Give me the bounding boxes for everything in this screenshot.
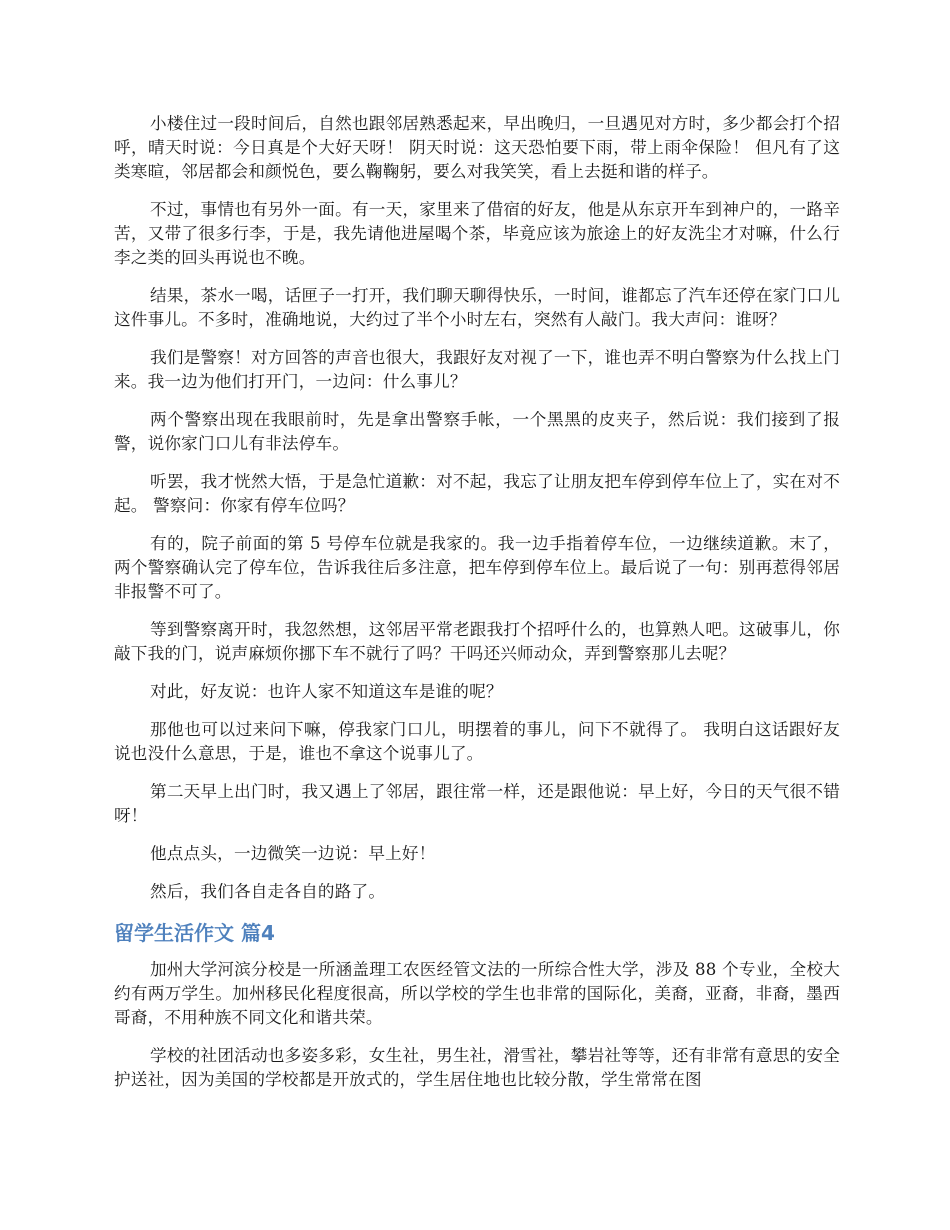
paragraph: 不过，事情也有另外一面。有一天，家里来了借宿的好友，他是从东京开车到神户的，一路辛苦，又带了很多行李，于是，我先请他进屋喝个茶，毕竟应该为旅途上的好友洗尘才对嘛，什么行李之类的回头再说也不晚。 bbox=[114, 200, 840, 267]
paragraph: 小楼住过一段时间后，自然也跟邻居熟悉起来，早出晚归，一旦遇见对方时，多少都会打个招呼，晴天时说：今日真是个大好天呀！ 阴天时说：这天恐怕要下雨，带上雨伞保险！ 但凡有了这类寒暄，邻居都会和颜悦色，要么鞠鞠躬，要么对我笑笑，看上去挺和谐的样子。 bbox=[114, 114, 840, 181]
paragraph: 对此，好友说：也许人家不知道这车是谁的呢？ bbox=[150, 682, 503, 701]
document-page bbox=[114, 112, 840, 1106]
section-heading: 留学生活作文 篇4 bbox=[114, 921, 275, 945]
paragraph: 两个警察出现在我眼前时，先是拿出警察手帐，一个黑黑的皮夹子，然后说：我们接到了报警，说你家门口儿有非法停车。 bbox=[114, 410, 840, 453]
paragraph: 学校的社团活动也多姿多彩，女生社，男生社，滑雪社，攀岩社等等，还有非常有意思的安全护送社，因为美国的学校都是开放式的，学生居住地也比较分散，学生常常在图 bbox=[114, 1046, 840, 1089]
paragraph: 等到警察离开时，我忽然想，这邻居平常老跟我打个招呼什么的，也算熟人吧。这破事儿，你敲下我的门，说声麻烦你挪下车不就行了吗？干吗还兴师动众，弄到警察那儿去呢？ bbox=[114, 620, 840, 663]
paragraph: 有的，院子前面的第 5 号停车位就是我家的。我一边手指着停车位，一边继续道歉。末了，两个警察确认完了停车位，告诉我往后多注意，把车停到停车位上。最后说了一句：别再惹得邻居非报警不可了。 bbox=[114, 534, 840, 601]
paragraph: 听罢，我才恍然大悟，于是急忙道歉：对不起，我忘了让朋友把车停到停车位上了，实在对不起。 警察问：你家有停车位吗？ bbox=[114, 472, 840, 515]
paragraph: 我们是警察！对方回答的声音也很大，我跟好友对视了一下，谁也弄不明白警察为什么找上门来。我一边为他们打开门，一边问：什么事儿？ bbox=[114, 348, 840, 391]
paragraph: 然后，我们各自走各自的路了。 bbox=[150, 882, 386, 901]
paragraph: 结果，茶水一喝，话匣子一打开，我们聊天聊得快乐，一时间，谁都忘了汽车还停在家门口儿这件事儿。不多时，准确地说，大约过了半个小时左右，突然有人敲门。我大声问：谁呀？ bbox=[114, 286, 840, 329]
paragraph: 他点点头，一边微笑一边说：早上好！ bbox=[150, 844, 436, 863]
paragraph: 加州大学河滨分校是一所涵盖理工农医经管文法的一所综合性大学，涉及 88 个专业，全校大约有两万学生。加州移民化程度很高，所以学校的学生也非常的国际化，美裔，亚裔，非裔，墨西哥裔，不用种族不同文化和谐共荣。 bbox=[114, 960, 840, 1027]
paragraph: 第二天早上出门时，我又遇上了邻居，跟往常一样，还是跟他说：早上好，今日的天气很不错呀！ bbox=[114, 782, 840, 825]
paragraph: 那他也可以过来问下嘛，停我家门口儿，明摆着的事儿，问下不就得了。 我明白这话跟好友说也没什么意思，于是，谁也不拿这个说事儿了。 bbox=[114, 720, 840, 763]
